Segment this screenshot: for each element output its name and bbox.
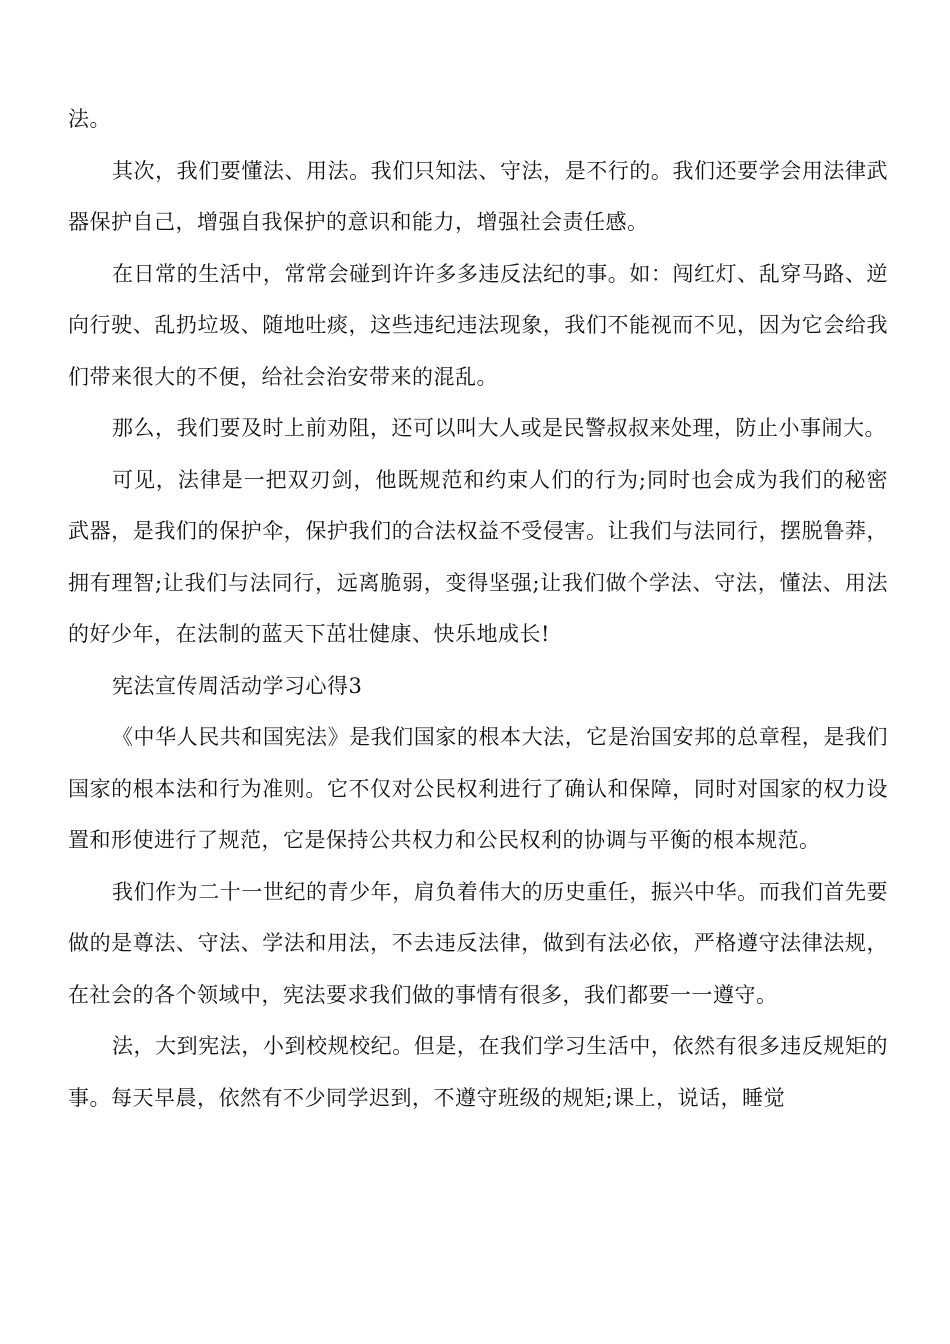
paragraph-7: 我们作为二十一世纪的青少年，肩负着伟大的历史重任，振兴中华。而我们首先要做的是尊法、守法、学法和用法，不去违反法律，做到有法必依，严格遵守法律法规，在社会的各个领域中，宪法要求我们做的事情有很多，我们都要一一遵守。: [68, 879, 888, 1007]
section-heading: 宪法宣传周活动学习心得3: [112, 673, 363, 698]
paragraph-5: 可见，法律是一把双刃剑，他既规范和约束人们的行为;同时也会成为我们的秘密武器，是我们的保护伞，保护我们的合法权益不受侵害。让我们与法同行，摆脱鲁莽，拥有理智;让我们与法同行，远离脆弱，变得坚强;让我们做个学法、守法，懂法、用法的好少年，在法制的蓝天下茁壮健康、快乐地成长!: [68, 467, 888, 646]
paragraph-4: 那么，我们要及时上前劝阻，还可以叫大人或是民警叔叔来处理，防止小事闹大。: [112, 416, 886, 440]
paragraph-2: 其次，我们要懂法、用法。我们只知法、守法，是不行的。我们还要学会用法律武器保护自己，增强自我保护的意识和能力，增强社会责任感。: [68, 158, 888, 234]
document-body: [68, 94, 888, 1124]
paragraph-3: 在日常的生活中，常常会碰到许许多多违反法纪的事。如：闯红灯、乱穿马路、逆向行驶、乱扔垃圾、随地吐痰，这些违纪违法现象，我们不能视而不见，因为它会给我们带来很大的不便，给社会治安带来的混乱。: [68, 261, 888, 389]
paragraph-1: 法。: [68, 107, 111, 131]
paragraph-8: 法，大到宪法，小到校规校纪。但是，在我们学习生活中，依然有很多违反规矩的事。每天早晨，依然有不少同学迟到，不遵守班级的规矩;课上，说话，睡觉: [68, 1034, 888, 1110]
paragraph-6: 《中华人民共和国宪法》是我们国家的根本大法，它是治国安邦的总章程，是我们国家的根本法和行为准则。它不仅对公民权利进行了确认和保障，同时对国家的权力设置和形使进行了规范，它是保持公共权力和公民权利的协调与平衡的根本规范。: [68, 725, 888, 852]
